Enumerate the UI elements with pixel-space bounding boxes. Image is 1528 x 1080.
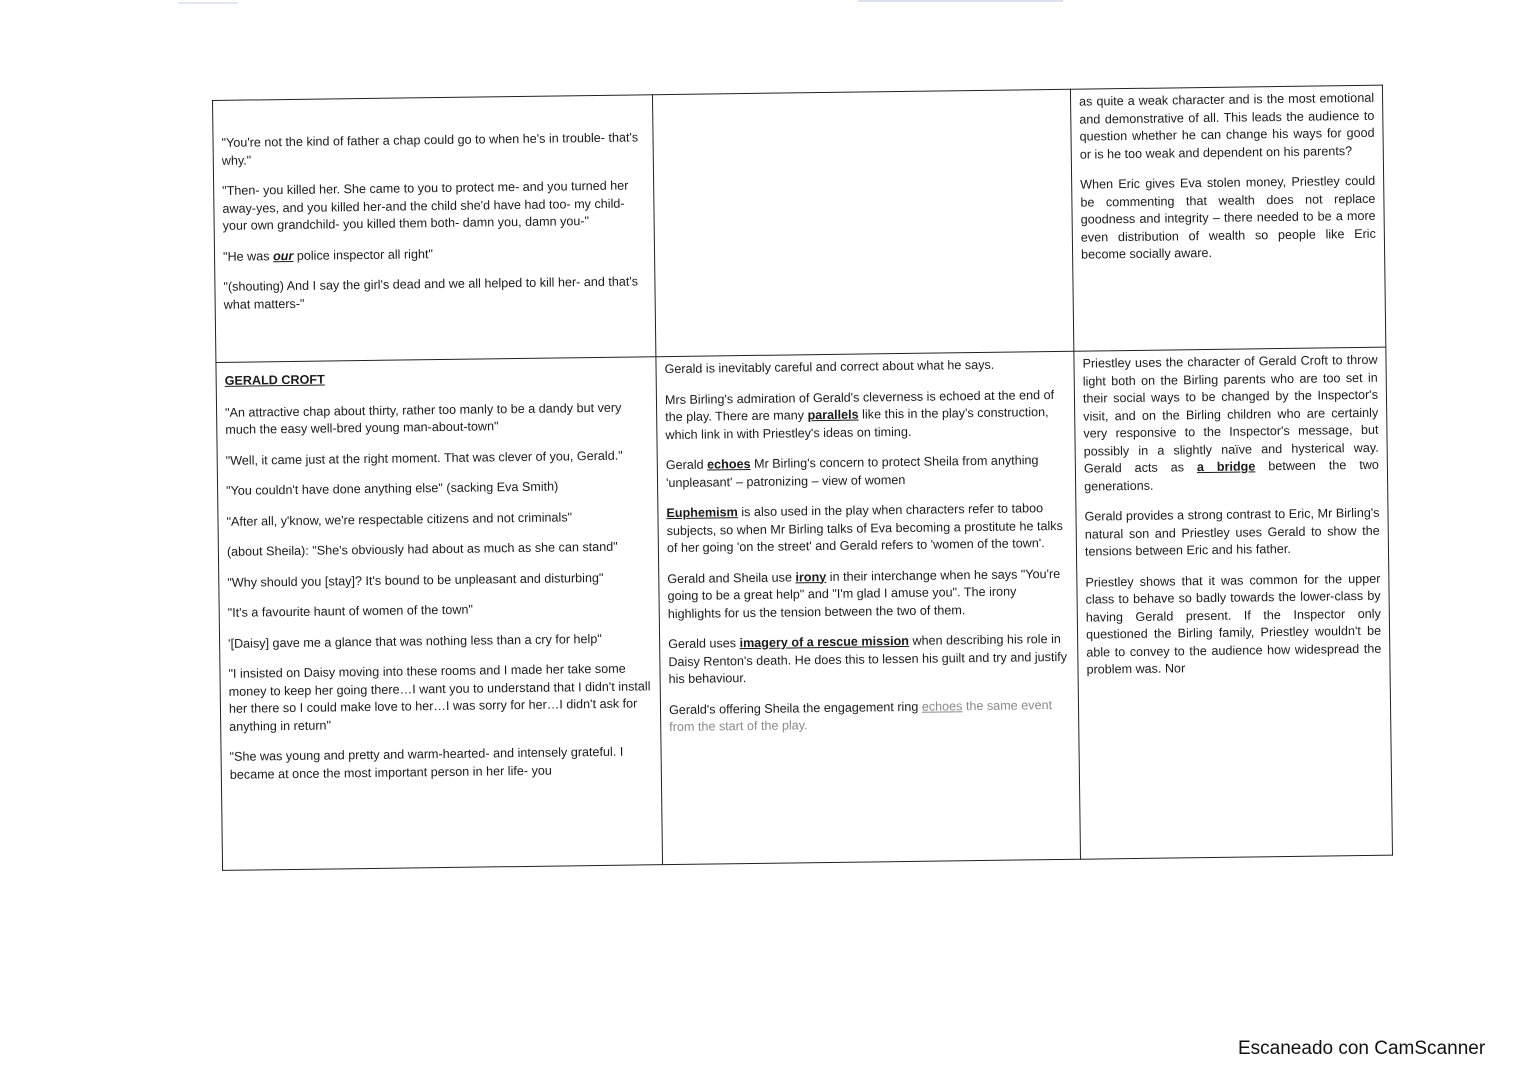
quote: "After all, y'know, we're respectable citizens and not criminals" [226, 509, 573, 529]
quote: "It's a favourite haunt of women of the town" [227, 602, 473, 620]
quote: "I insisted on Daisy moving into these rooms and I made her take some money to keep her going there…I want you to understand that I didn't install her there so I could make love to her…I was sorry for her…I didn't ask for anything in return" [228, 661, 651, 734]
key-term: irony [795, 569, 827, 584]
technique-paragraph: Mrs Birling's admiration of Gerald's cleverness is echoed at the end of the play. There are many parallels like this in the play's construction, which link in with Priestley's ideas on timing. [664, 387, 1055, 442]
quote: (about Sheila): "She's obviously had about as much as she can stand" [226, 539, 618, 559]
scan-artifact [178, 2, 238, 4]
key-term: parallels [807, 407, 859, 423]
quote: "You're not the kind of father a chap could go to when he's in trouble- that's why." [221, 130, 639, 168]
key-term: a bridge [1196, 459, 1256, 475]
technique-paragraph: Gerald echoes Mr Birling's concern to protect Sheila from anything 'unpleasant' – patronizing – view of women [665, 453, 1039, 490]
gerald-techniques-cell [656, 351, 1081, 864]
eric-techniques-cell [652, 89, 1073, 356]
key-term: imagery of a rescue mission [739, 633, 910, 651]
technique-paragraph: Gerald and Sheila use irony in their interchange when he says "You're going to be a great help" and "I'm glad I amuse you". The irony highlights for us the tension between the two of them. [667, 566, 1061, 621]
quote: "Then- you killed her. She came to you to protect me- and you turned her away-yes, and you killed her-and the child she'd have had too- my child- your own grandchild- you killed them both- damn you, damn you-" [222, 178, 629, 233]
technique-paragraph: Gerald uses imagery of a rescue mission when describing his role in Daisy Renton's death. He does this to lessen his guilt and try and justify his behaviour. [668, 631, 1068, 687]
analysis-paragraph: Priestley shows that it was common for the upper class to behave so badly towards the lower-class by having Gerald present. If the Inspector only questioned the Birling family, Priestley wouldn't be able to convey to the audience how widespread the problem was. Nor [1085, 571, 1382, 677]
quote: "You couldn't have done anything else" (sacking Eva Smith) [226, 479, 559, 498]
analysis-paragraph: as quite a weak character and is the most emotional and demonstrative of all. This leads the audience to question whether he can change his ways for good or is he too weak and dependent on his parents? [1079, 90, 1375, 162]
quote: "Well, it came just at the right moment. That was clever of you, Gerald." [225, 448, 623, 468]
section-heading: GERALD CROFT [224, 372, 325, 388]
notes-table [212, 85, 1393, 871]
quote: "He was our police inspector all right" [222, 246, 433, 264]
quote: "An attractive chap about thirty, rather too manly to be a dandy but very much the easy well-bred young man-about-town" [224, 400, 622, 437]
scan-artifact [858, 0, 1063, 2]
technique-paragraph: Euphemism is also used in the play when characters refer to taboo subjects, so when Mr Birling talks of Eva becoming a prostitute he talks of her going 'on the street' and Gerald refers to 'women of the town'. [666, 501, 1063, 556]
notes-sheet [212, 85, 1392, 870]
key-term: echoes [921, 698, 963, 714]
eric-analysis-cell [1070, 85, 1385, 351]
eric-row [213, 85, 1386, 362]
analysis-paragraph: Priestley uses the character of Gerald Croft to throw light both on the Birling parents who are too set in their social ways to be changed by the Inspector's visit, and on the Birling children who are certainly very responsive to the Inspector's message, but possibly in a slightly naïve and hysterical way. Gerald acts as a bridge between the two generations. [1082, 352, 1379, 494]
eric-quotes-cell [213, 95, 656, 363]
key-term: Euphemism [666, 505, 738, 521]
analysis-paragraph: When Eric gives Eva stolen money, Priestley could be commenting that wealth does not replace goodness and integrity – there needed to be a more even distribution of wealth so people like Eric become socially aware. [1080, 173, 1376, 262]
key-term: echoes [707, 456, 751, 472]
scanner-watermark: Escaneado con CamScanner [1238, 1038, 1486, 1059]
quote: '[Daisy] gave me a glance that was nothing less than a cry for help" [228, 631, 602, 651]
quote: "(shouting) And I say the girl's dead and we all helped to kill her- and that's what matters-" [223, 274, 639, 312]
gerald-row [216, 347, 1393, 870]
technique-paragraph: Gerald's offering Sheila the engagement ring echoes the same event from the start of the play. [668, 697, 1053, 735]
quote: "She was young and pretty and warm-hearted- and intensely grateful. I became at once the most important person in her life- you [229, 744, 624, 782]
gerald-analysis-cell [1074, 347, 1393, 859]
technique-paragraph: Gerald is inevitably careful and correct about what he says. [664, 357, 995, 377]
quote: "Why should you [stay]? It's bound to be unpleasant and disturbing" [227, 570, 604, 590]
analysis-paragraph: Gerald provides a strong contrast to Eric, Mr Birling's natural son and Priestley uses Gerald to show the tensions between Eric and his father. [1084, 505, 1380, 559]
gerald-quotes-cell [216, 357, 663, 871]
